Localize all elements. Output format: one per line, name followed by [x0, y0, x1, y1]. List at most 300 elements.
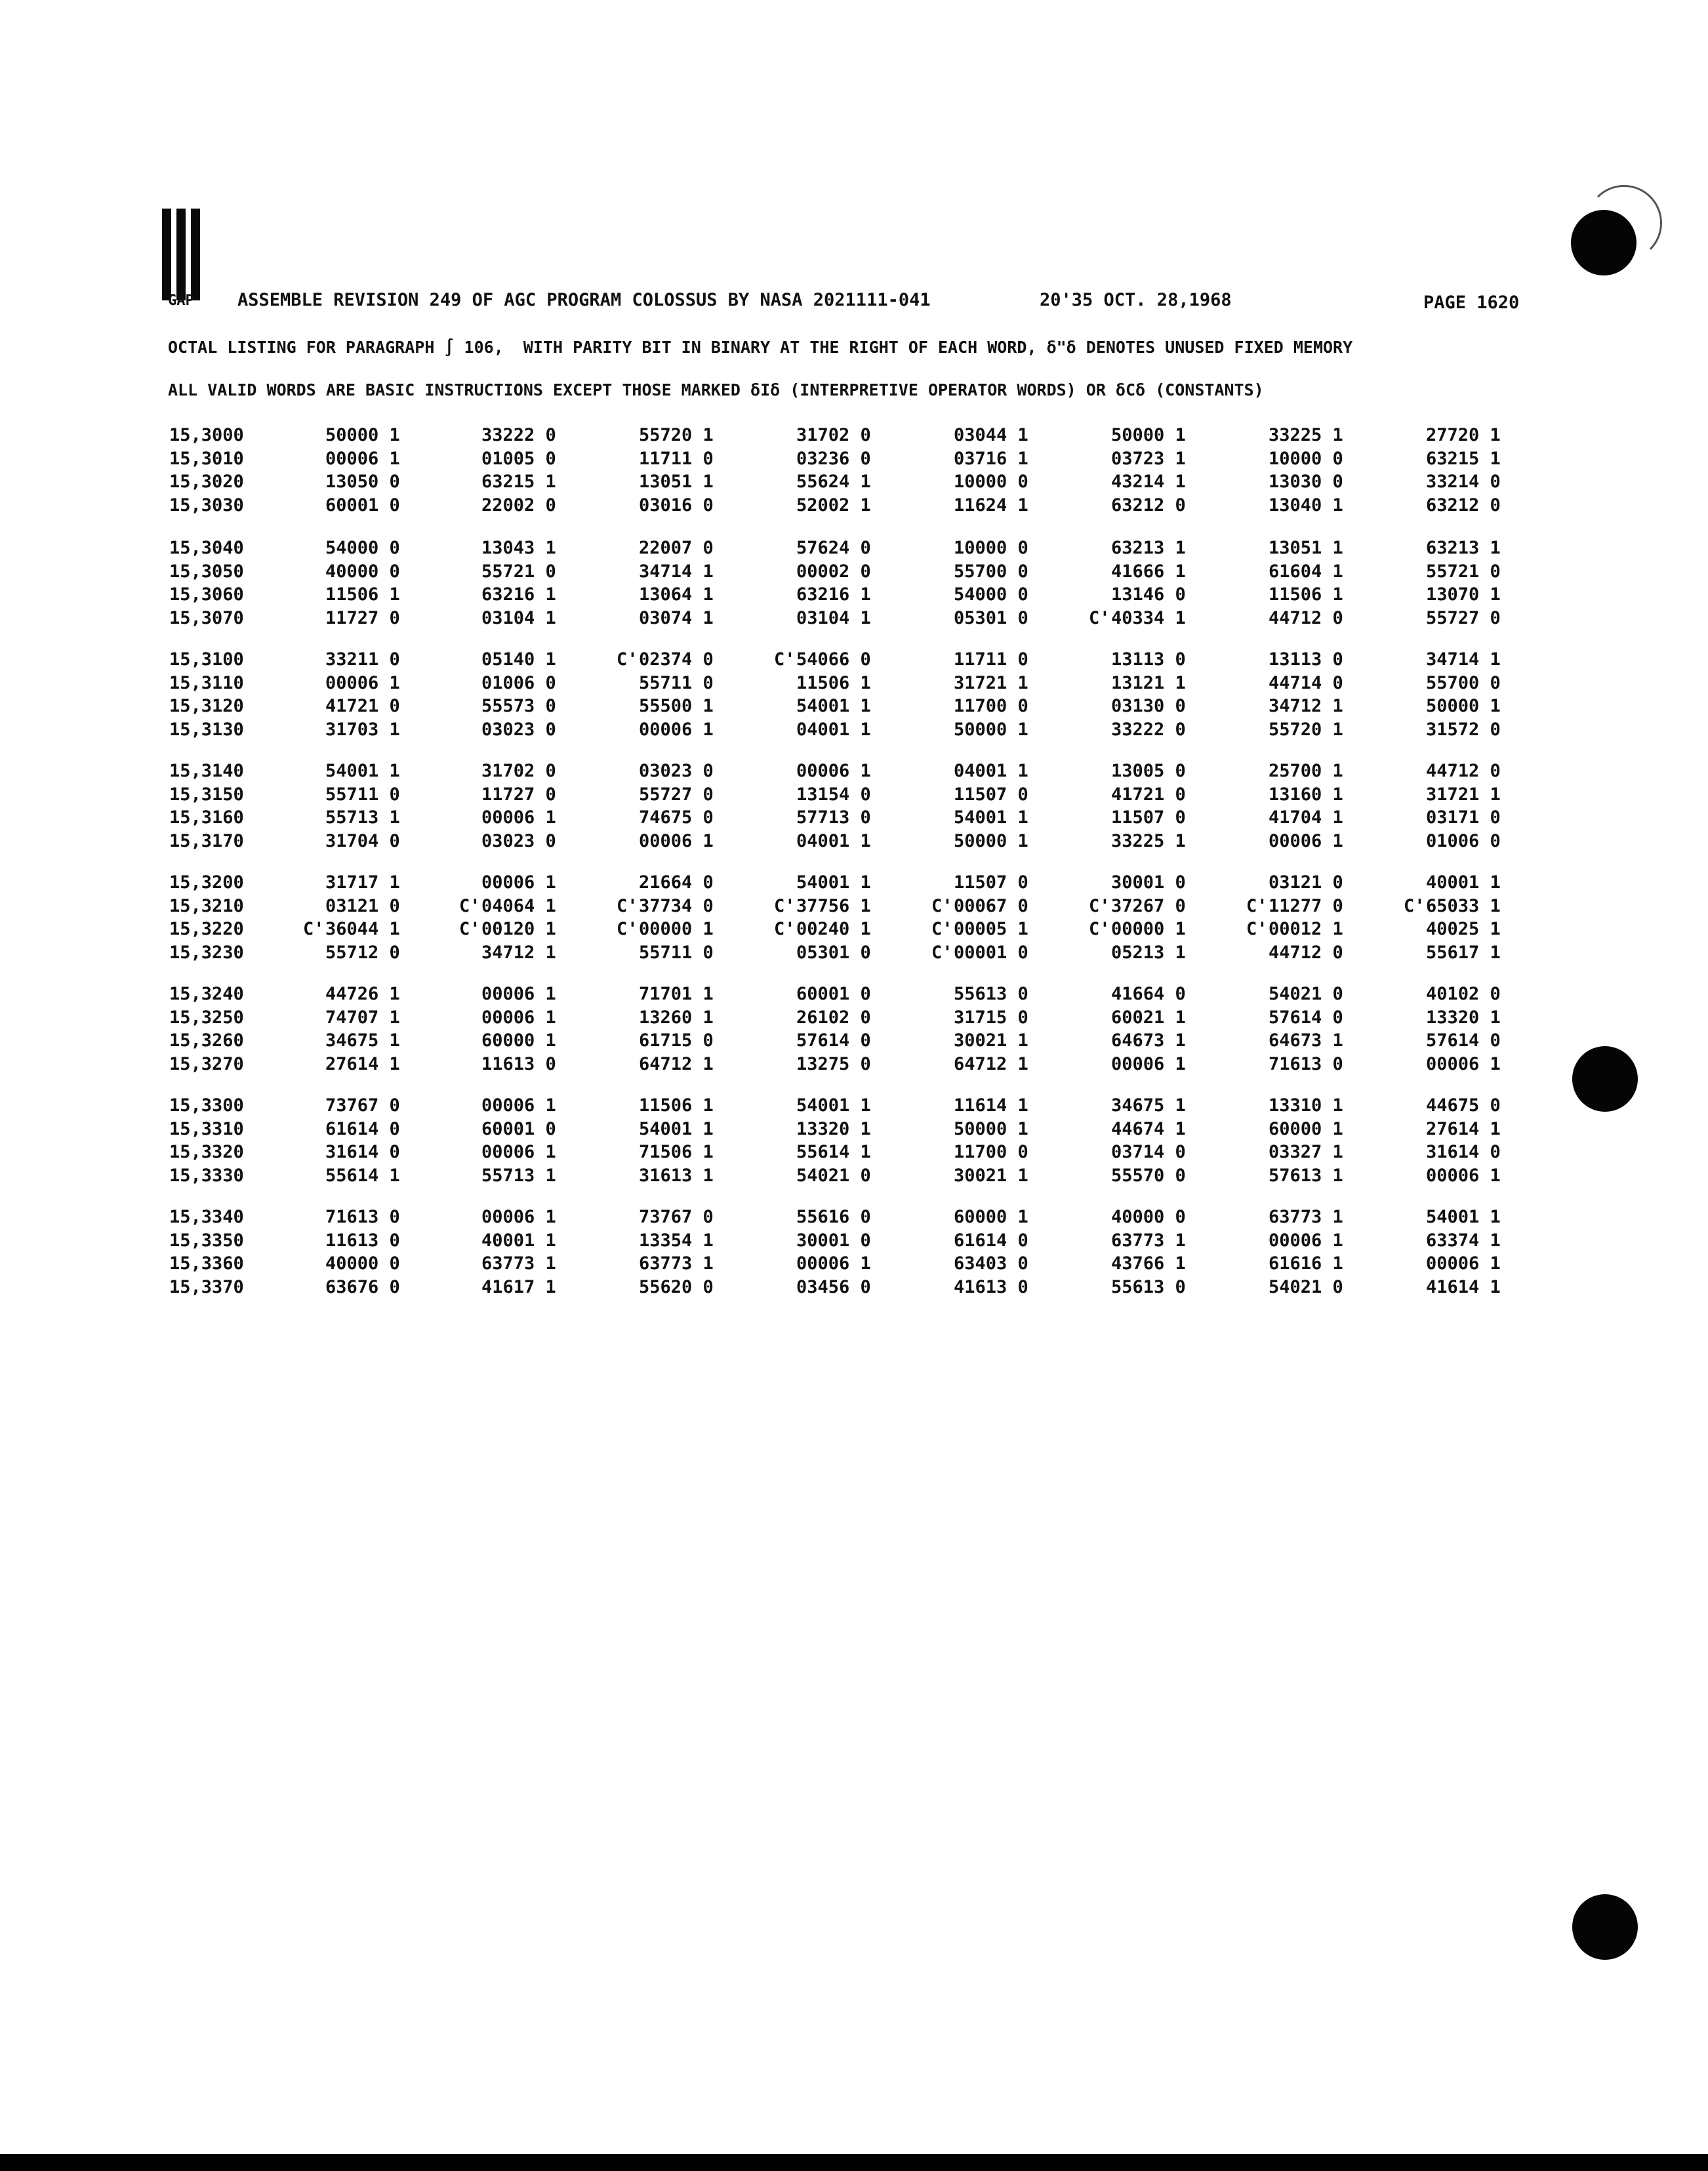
octal-word: 63773 1 — [639, 1253, 714, 1274]
octal-word: 60001 0 — [481, 1118, 556, 1139]
header-timestamp: 20'35 OCT. 28,1968 — [1040, 290, 1232, 310]
listing-word — [459, 1277, 556, 1297]
octal-word: 54000 0 — [954, 584, 1028, 605]
octal-word: 55721 0 — [1426, 561, 1501, 582]
listing-word — [617, 673, 714, 693]
octal-word: 60000 1 — [954, 1207, 1028, 1227]
octal-word: 61614 0 — [954, 1230, 1028, 1251]
octal-word: 63216 1 — [481, 584, 556, 605]
listing-word — [931, 1166, 1028, 1186]
listing-word — [774, 1166, 871, 1186]
octal-word: 55721 0 — [481, 561, 556, 582]
octal-word: 13030 0 — [1269, 472, 1343, 492]
listing-word — [1246, 1230, 1343, 1251]
listing-word — [459, 784, 556, 805]
listing-word — [1089, 561, 1186, 582]
octal-word: 55727 0 — [639, 784, 714, 805]
listing-word — [1089, 608, 1186, 628]
constant-marker: C' — [459, 895, 481, 916]
listing-address: 15,3070 — [169, 607, 244, 628]
octal-word: 63213 1 — [1111, 538, 1186, 558]
listing-word — [1246, 1142, 1343, 1162]
constant-marker: C' — [931, 895, 953, 916]
octal-word: 64673 1 — [1269, 1030, 1343, 1051]
listing-word — [459, 984, 556, 1004]
octal-word: 31702 0 — [796, 425, 871, 445]
listing-address: 15,3120 — [169, 696, 244, 716]
listing-word — [303, 1030, 400, 1051]
listing-word — [774, 608, 871, 628]
listing-word — [303, 696, 400, 716]
listing-word — [774, 807, 871, 828]
listing-word — [774, 1054, 871, 1074]
octal-word: 03130 0 — [1111, 696, 1186, 716]
octal-word: 00006 1 — [639, 719, 714, 740]
octal-word: 13154 0 — [796, 784, 871, 805]
octal-word: 63374 1 — [1426, 1230, 1501, 1251]
octal-word: 13050 0 — [325, 472, 400, 492]
octal-word: 55713 1 — [481, 1165, 556, 1186]
listing-row — [0, 538, 1708, 560]
listing-word — [459, 1030, 556, 1051]
listing-word — [303, 425, 400, 445]
listing-word — [303, 896, 400, 916]
listing-word — [1404, 1277, 1501, 1297]
listing-word — [1089, 807, 1186, 828]
octal-word: 13064 1 — [639, 584, 714, 605]
listing-address: 15,3150 — [169, 784, 244, 805]
octal-word: 22007 0 — [639, 538, 714, 558]
listing-word — [931, 608, 1028, 628]
octal-word: 44714 0 — [1269, 672, 1343, 693]
octal-word: 61715 0 — [639, 1030, 714, 1051]
octal-word: 33225 1 — [1111, 830, 1186, 851]
octal-word: 13320 1 — [1426, 1007, 1501, 1028]
octal-word: 55720 1 — [639, 425, 714, 445]
octal-word: 41704 1 — [1269, 807, 1343, 828]
octal-word: 11506 1 — [325, 584, 400, 605]
listing-address: 15,3340 — [169, 1207, 244, 1227]
listing-word — [931, 1119, 1028, 1139]
listing-word — [303, 673, 400, 693]
octal-word: 03714 0 — [1111, 1142, 1186, 1162]
octal-word: 61614 0 — [325, 1118, 400, 1139]
listing-word — [617, 720, 714, 740]
listing-row — [0, 584, 1708, 607]
listing-word — [1246, 495, 1343, 516]
listing-word — [774, 1207, 871, 1227]
octal-word: 71613 0 — [1269, 1053, 1343, 1074]
listing-word — [1089, 720, 1186, 740]
octal-word: 04001 1 — [796, 719, 871, 740]
listing-word — [931, 784, 1028, 805]
octal-word: 13043 1 — [481, 538, 556, 558]
listing-word — [1089, 449, 1186, 469]
octal-word: 13051 1 — [1269, 538, 1343, 558]
listing-word — [774, 761, 871, 781]
listing-row — [0, 984, 1708, 1006]
octal-word: 41617 1 — [481, 1276, 556, 1297]
listing-word — [774, 1007, 871, 1028]
octal-word: 03723 1 — [1111, 448, 1186, 469]
octal-word: 03023 0 — [639, 761, 714, 781]
listing-word — [459, 1054, 556, 1074]
listing-word — [617, 1230, 714, 1251]
octal-word: 55573 0 — [481, 696, 556, 716]
listing-word — [1246, 919, 1343, 939]
listing-word — [303, 943, 400, 963]
listing-word — [774, 696, 871, 716]
listing-word — [617, 1054, 714, 1074]
listing-word — [774, 720, 871, 740]
octal-word: 60000 1 — [1269, 1118, 1343, 1139]
octal-word: 57613 1 — [1269, 1165, 1343, 1186]
listing-word — [1089, 1253, 1186, 1274]
listing-word — [303, 720, 400, 740]
listing-address: 15,3160 — [169, 807, 244, 828]
listing-word — [1404, 872, 1501, 893]
octal-word: 00006 1 — [1426, 1253, 1501, 1274]
listing-row — [0, 1095, 1708, 1118]
octal-word: 26102 0 — [796, 1007, 871, 1028]
octal-word: 00067 0 — [954, 895, 1028, 916]
listing-word — [1089, 1142, 1186, 1162]
listing-word — [617, 608, 714, 628]
octal-word: 41721 0 — [325, 696, 400, 716]
listing-word — [303, 449, 400, 469]
listing-word — [1089, 1166, 1186, 1186]
listing-address: 15,3270 — [169, 1053, 244, 1074]
listing-row — [0, 1007, 1708, 1030]
octal-word: 63676 0 — [325, 1276, 400, 1297]
octal-word: 44712 0 — [1269, 607, 1343, 628]
listing-word — [1246, 1253, 1343, 1274]
octal-word: 63403 0 — [954, 1253, 1028, 1274]
listing-word — [1404, 584, 1501, 605]
octal-word: 11727 0 — [325, 607, 400, 628]
listing-word — [459, 1142, 556, 1162]
listing-row — [0, 495, 1708, 517]
octal-word: 74707 1 — [325, 1007, 400, 1028]
octal-word: 33225 1 — [1269, 425, 1343, 445]
listing-address: 15,3200 — [169, 872, 244, 893]
listing-word — [931, 1230, 1028, 1251]
listing-word — [931, 696, 1028, 716]
octal-word: 11507 0 — [1111, 807, 1186, 828]
listing-word — [1246, 872, 1343, 893]
listing-word — [1246, 696, 1343, 716]
octal-word: 13146 0 — [1111, 584, 1186, 605]
listing-word — [1089, 984, 1186, 1004]
listing-word — [1089, 761, 1186, 781]
listing-word — [303, 1207, 400, 1227]
octal-word: 73767 0 — [325, 1095, 400, 1116]
octal-word: 31721 1 — [954, 672, 1028, 693]
listing-word — [303, 1253, 400, 1274]
octal-word: 11613 0 — [481, 1053, 556, 1074]
octal-word: 00006 1 — [325, 448, 400, 469]
listing-word — [931, 831, 1028, 851]
octal-word: 11506 1 — [639, 1095, 714, 1116]
listing-address: 15,3170 — [169, 830, 244, 851]
listing-word — [774, 1142, 871, 1162]
octal-word: 05140 1 — [481, 649, 556, 670]
octal-word: 03171 0 — [1426, 807, 1501, 828]
listing-word — [774, 831, 871, 851]
octal-word: 00012 1 — [1269, 919, 1343, 939]
listing-word — [459, 449, 556, 469]
listing-word — [303, 1230, 400, 1251]
listing-word — [1246, 561, 1343, 582]
listing-word — [931, 1277, 1028, 1297]
octal-word: 40001 1 — [1426, 872, 1501, 893]
octal-word: 54021 0 — [1269, 1276, 1343, 1297]
listing-word — [303, 1007, 400, 1028]
octal-word: 00006 1 — [481, 1207, 556, 1227]
octal-word: 04001 1 — [796, 830, 871, 851]
octal-word: 03104 1 — [481, 607, 556, 628]
octal-word: 44675 0 — [1426, 1095, 1501, 1116]
octal-word: 63212 0 — [1111, 495, 1186, 516]
listing-word — [774, 472, 871, 492]
constant-marker: C' — [303, 919, 325, 939]
octal-word: 02374 0 — [639, 649, 714, 670]
listing-word — [1246, 673, 1343, 693]
listing-word — [1089, 872, 1186, 893]
octal-word: 37267 0 — [1111, 895, 1186, 916]
constant-marker: C' — [1089, 895, 1110, 916]
listing-word — [931, 1007, 1028, 1028]
listing-word — [1089, 673, 1186, 693]
listing-word — [1404, 608, 1501, 628]
octal-word: 30001 0 — [1111, 872, 1186, 893]
listing-address: 15,3020 — [169, 472, 244, 492]
listing-word — [931, 538, 1028, 558]
octal-word: 00240 1 — [796, 919, 871, 939]
listing-row — [0, 1166, 1708, 1188]
listing-word — [774, 538, 871, 558]
listing-word — [931, 472, 1028, 492]
listing-word — [303, 561, 400, 582]
octal-word: 34712 1 — [481, 942, 556, 963]
listing-address: 15,3100 — [169, 649, 244, 670]
listing-word — [617, 896, 714, 916]
octal-word: 41721 0 — [1111, 784, 1186, 805]
listing-word — [459, 472, 556, 492]
listing-address: 15,3370 — [169, 1276, 244, 1297]
listing-word — [1246, 649, 1343, 670]
listing-word — [459, 807, 556, 828]
listing-row — [0, 896, 1708, 918]
octal-word: 31614 0 — [325, 1142, 400, 1162]
octal-word: 27614 1 — [325, 1053, 400, 1074]
listing-word — [617, 807, 714, 828]
listing-word — [1089, 696, 1186, 716]
octal-word: 44712 0 — [1426, 761, 1501, 781]
listing-word — [1089, 1095, 1186, 1116]
listing-word — [774, 943, 871, 963]
octal-word: 55614 1 — [325, 1165, 400, 1186]
octal-word: 40334 1 — [1111, 607, 1186, 628]
octal-word: 40025 1 — [1426, 919, 1501, 939]
listing-word — [1404, 495, 1501, 516]
listing-word — [774, 449, 871, 469]
octal-word: 55613 0 — [1111, 1276, 1186, 1297]
listing-row — [0, 1119, 1708, 1141]
constant-marker: C' — [1246, 919, 1268, 939]
listing-word — [303, 649, 400, 670]
octal-word: 54001 1 — [796, 696, 871, 716]
listing-word — [459, 425, 556, 445]
octal-word: 34714 1 — [1426, 649, 1501, 670]
listing-word — [303, 472, 400, 492]
listing-word — [617, 984, 714, 1004]
octal-word: 33222 0 — [1111, 719, 1186, 740]
listing-word — [459, 1119, 556, 1139]
octal-word: 71613 0 — [325, 1207, 400, 1227]
listing-word — [1404, 1253, 1501, 1274]
listing-row — [0, 943, 1708, 965]
subheader-line2: ALL VALID WORDS ARE BASIC INSTRUCTIONS EXCEPT THOSE MARKED δIδ (INTERPRETIVE OPERATOR WORDS) OR δCδ (CONSTANTS) — [168, 380, 1264, 399]
octal-word: 44726 1 — [325, 984, 400, 1004]
octal-word: 11700 0 — [954, 1142, 1028, 1162]
listing-word — [459, 538, 556, 558]
octal-word: 31717 1 — [325, 872, 400, 893]
header-page: PAGE 1620 — [1423, 293, 1520, 313]
octal-word: 21664 0 — [639, 872, 714, 893]
listing-word — [774, 984, 871, 1004]
octal-word: 57614 0 — [796, 1030, 871, 1051]
listing-word — [1089, 831, 1186, 851]
listing-word — [774, 1230, 871, 1251]
listing-word — [931, 984, 1028, 1004]
octal-word: 31721 1 — [1426, 784, 1501, 805]
octal-word: 11624 1 — [954, 495, 1028, 516]
octal-word: 13121 1 — [1111, 672, 1186, 693]
listing-word — [303, 984, 400, 1004]
octal-word: 41613 0 — [954, 1276, 1028, 1297]
listing-row — [0, 807, 1708, 830]
constant-marker: C' — [617, 895, 638, 916]
listing-word — [459, 896, 556, 916]
listing-word — [774, 649, 871, 670]
listing-word — [1089, 919, 1186, 939]
listing-row — [0, 425, 1708, 447]
octal-word: 00006 1 — [1269, 830, 1343, 851]
listing-word — [617, 1277, 714, 1297]
punch-hole-bottom — [1572, 1894, 1638, 1960]
listing-row — [0, 472, 1708, 494]
scan-edge-band — [0, 2154, 1708, 2171]
octal-word: 37756 1 — [796, 895, 871, 916]
listing-word — [617, 495, 714, 516]
listing-word — [459, 943, 556, 963]
octal-word: 44712 0 — [1269, 942, 1343, 963]
octal-word: 11711 0 — [954, 649, 1028, 670]
listing-word — [774, 919, 871, 939]
octal-word: 43214 1 — [1111, 472, 1186, 492]
octal-word: 54001 1 — [796, 872, 871, 893]
listing-word — [617, 831, 714, 851]
listing-word — [774, 896, 871, 916]
octal-word: 11614 1 — [954, 1095, 1028, 1116]
octal-word: 05301 0 — [796, 942, 871, 963]
listing-word — [1089, 495, 1186, 516]
listing-word — [774, 495, 871, 516]
octal-word: 57614 0 — [1426, 1030, 1501, 1051]
octal-word: 13070 1 — [1426, 584, 1501, 605]
listing-word — [303, 1142, 400, 1162]
listing-word — [931, 1030, 1028, 1051]
octal-word: 03023 0 — [481, 830, 556, 851]
octal-word: 41666 1 — [1111, 561, 1186, 582]
listing-word — [1404, 1007, 1501, 1028]
listing-word — [1089, 1054, 1186, 1074]
octal-word: 31703 1 — [325, 719, 400, 740]
listing-row — [0, 1277, 1708, 1299]
listing-address: 15,3050 — [169, 561, 244, 582]
octal-word: 01006 0 — [481, 672, 556, 693]
listing-row — [0, 673, 1708, 695]
octal-word: 40000 0 — [325, 561, 400, 582]
octal-word: 71701 1 — [639, 984, 714, 1004]
listing-word — [931, 1207, 1028, 1227]
octal-word: 30021 1 — [954, 1030, 1028, 1051]
listing-address: 15,3040 — [169, 538, 244, 558]
listing-address: 15,3060 — [169, 584, 244, 605]
listing-word — [931, 584, 1028, 605]
octal-word: 03716 1 — [954, 448, 1028, 469]
listing-row — [0, 649, 1708, 672]
octal-word: 13275 0 — [796, 1053, 871, 1074]
listing-word — [931, 425, 1028, 445]
octal-word: 00006 1 — [1426, 1053, 1501, 1074]
octal-word: 11277 0 — [1269, 895, 1343, 916]
listing-word — [1246, 1207, 1343, 1227]
listing-word — [931, 673, 1028, 693]
listing-word — [1404, 1030, 1501, 1051]
octal-word: 00006 1 — [1426, 1165, 1501, 1186]
listing-word — [931, 872, 1028, 893]
listing-word — [617, 1166, 714, 1186]
constant-marker: C' — [459, 919, 481, 939]
octal-word: 00120 1 — [481, 919, 556, 939]
octal-word: 00000 1 — [1111, 919, 1186, 939]
listing-word — [774, 1095, 871, 1116]
listing-word — [774, 1253, 871, 1274]
listing-word — [617, 696, 714, 716]
listing-row — [0, 696, 1708, 718]
octal-word: 74675 0 — [639, 807, 714, 828]
octal-word: 33214 0 — [1426, 472, 1501, 492]
listing-word — [1246, 1119, 1343, 1139]
listing-word — [303, 919, 400, 939]
listing-word — [1246, 1007, 1343, 1028]
listing-word — [459, 649, 556, 670]
octal-word: 00000 1 — [639, 919, 714, 939]
octal-word: 71506 1 — [639, 1142, 714, 1162]
octal-word: 03016 0 — [639, 495, 714, 516]
octal-word: 55616 0 — [796, 1207, 871, 1227]
listing-word — [774, 425, 871, 445]
listing-word — [303, 784, 400, 805]
octal-word: 05301 0 — [954, 607, 1028, 628]
listing-word — [1404, 1142, 1501, 1162]
octal-word: 03236 0 — [796, 448, 871, 469]
listing-address: 15,3210 — [169, 895, 244, 916]
listing-word — [1246, 831, 1343, 851]
octal-word: 27720 1 — [1426, 425, 1501, 445]
